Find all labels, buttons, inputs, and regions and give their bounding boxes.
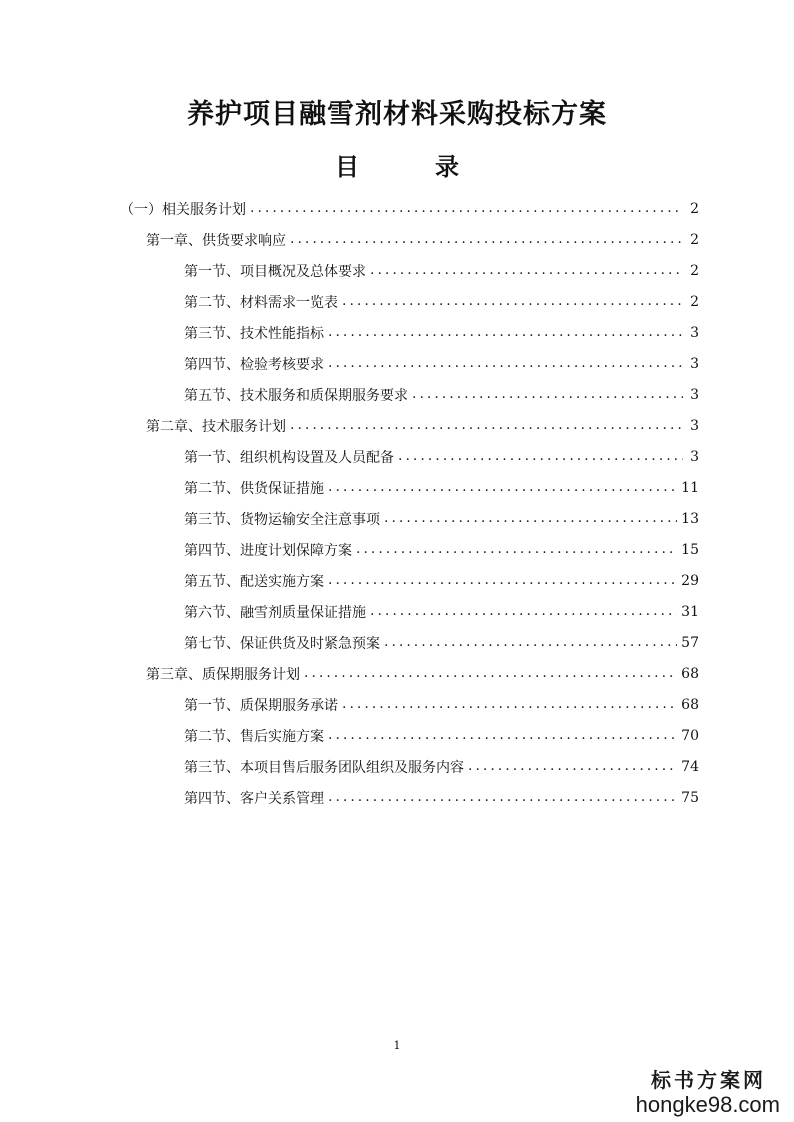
toc-entry[interactable] [0, 193, 794, 224]
toc-entry-label: 第四节、检验考核要求 [184, 356, 324, 373]
toc-entry[interactable] [0, 441, 794, 472]
toc-dot-leader [370, 263, 683, 279]
toc-entry[interactable] [0, 379, 794, 410]
toc-entry-page: 2 [690, 200, 699, 217]
toc-dot-leader [398, 449, 683, 465]
page-number: 1 [393, 1039, 401, 1052]
watermark-domain-text: hongke98.com [635, 1092, 780, 1117]
toc-dot-leader [304, 666, 677, 682]
toc-entry-label: 第一节、质保期服务承诺 [184, 697, 338, 714]
toc-entry-page: 11 [681, 479, 699, 496]
toc-entry-label: 第七节、保证供货及时紧急预案 [184, 635, 380, 652]
toc-entry-label: 第二节、材料需求一览表 [184, 294, 338, 311]
toc-entry[interactable] [0, 658, 794, 689]
toc-dot-leader [384, 511, 677, 527]
toc-entry-label: 第四节、客户关系管理 [184, 790, 324, 807]
toc-entry-page: 70 [681, 727, 699, 744]
toc-entry-page: 2 [690, 231, 699, 248]
toc-dot-leader [250, 201, 683, 217]
toc-entry-page: 2 [690, 262, 699, 279]
toc-entry[interactable] [0, 627, 794, 658]
toc-entry-label: 第三节、技术性能指标 [184, 325, 324, 342]
document-title: 养护项目融雪剂材料采购投标方案 [187, 99, 607, 130]
toc-entry-page: 3 [690, 324, 699, 341]
toc-dot-leader [342, 697, 677, 713]
toc-entry[interactable] [0, 286, 794, 317]
toc-entry-page: 75 [681, 789, 699, 806]
toc-entry-label: （一）相关服务计划 [120, 201, 246, 218]
table-of-contents [0, 193, 794, 813]
toc-dot-leader [328, 790, 677, 806]
toc-entry-label: 第六节、融雪剂质量保证措施 [184, 604, 366, 621]
toc-dot-leader [328, 728, 677, 744]
toc-entry[interactable] [0, 410, 794, 441]
toc-entry[interactable] [0, 224, 794, 255]
toc-entry[interactable] [0, 348, 794, 379]
toc-entry-label: 第二节、售后实施方案 [184, 728, 324, 745]
toc-entry-page: 2 [690, 293, 699, 310]
toc-dot-leader [412, 387, 683, 403]
toc-entry[interactable] [0, 689, 794, 720]
toc-entry-label: 第三节、货物运输安全注意事项 [184, 511, 380, 528]
toc-entry[interactable] [0, 565, 794, 596]
toc-dot-leader [342, 294, 683, 310]
watermark-chinese-text: 标书方案网 [651, 1068, 766, 1092]
toc-dot-leader [328, 356, 683, 372]
toc-dot-leader [370, 604, 677, 620]
toc-entry-page: 74 [681, 758, 699, 775]
toc-dot-leader [328, 325, 683, 341]
toc-entry-page: 68 [681, 665, 699, 682]
toc-entry[interactable] [0, 472, 794, 503]
toc-dot-leader [384, 635, 677, 651]
toc-entry-label: 第五节、配送实施方案 [184, 573, 324, 590]
watermark-logo [580, 1068, 780, 1118]
toc-entry-page: 68 [681, 696, 699, 713]
toc-entry-page: 3 [690, 355, 699, 372]
toc-entry-page: 31 [681, 603, 699, 620]
toc-entry-label: 第五节、技术服务和质保期服务要求 [184, 387, 408, 404]
toc-entry[interactable] [0, 317, 794, 348]
toc-entry-page: 29 [681, 572, 699, 589]
toc-entry-label: 第三节、本项目售后服务团队组织及服务内容 [184, 759, 464, 776]
toc-dot-leader [328, 480, 677, 496]
toc-entry[interactable] [0, 751, 794, 782]
toc-entry-page: 13 [681, 510, 699, 527]
toc-entry-label: 第四节、进度计划保障方案 [184, 542, 352, 559]
toc-dot-leader [290, 418, 683, 434]
toc-entry-page: 57 [681, 634, 699, 651]
toc-entry-page: 3 [690, 448, 699, 465]
toc-entry[interactable] [0, 503, 794, 534]
toc-entry-label: 第一节、项目概况及总体要求 [184, 263, 366, 280]
toc-entry-label: 第一章、供货要求响应 [146, 232, 286, 249]
toc-entry-label: 第三章、质保期服务计划 [146, 666, 300, 683]
toc-dot-leader [468, 759, 677, 775]
toc-entry-page: 3 [690, 417, 699, 434]
toc-entry[interactable] [0, 534, 794, 565]
toc-entry[interactable] [0, 596, 794, 627]
toc-heading: 目 录 [335, 153, 485, 181]
toc-entry-label: 第一节、组织机构设置及人员配备 [184, 449, 394, 466]
toc-dot-leader [356, 542, 677, 558]
toc-dot-leader [290, 232, 683, 248]
toc-entry-page: 3 [690, 386, 699, 403]
toc-entry-label: 第二节、供货保证措施 [184, 480, 324, 497]
toc-dot-leader [328, 573, 677, 589]
toc-entry-page: 15 [681, 541, 699, 558]
toc-entry[interactable] [0, 255, 794, 286]
toc-entry[interactable] [0, 720, 794, 751]
toc-entry-label: 第二章、技术服务计划 [146, 418, 286, 435]
toc-entry[interactable] [0, 782, 794, 813]
